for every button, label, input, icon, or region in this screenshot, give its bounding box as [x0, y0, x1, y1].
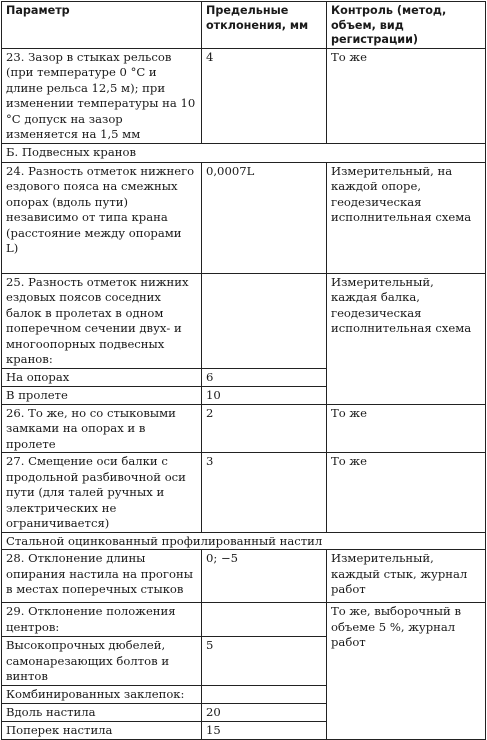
norms-table — [1, 1, 486, 740]
row-26-control: То же — [327, 404, 486, 453]
row-24-control: Измерительный, на каждой опоре, геодезическая исполнительная схема — [327, 162, 486, 273]
row-26-param: 26. То же, но со стыковыми замками на опорах и в пролете — [2, 404, 202, 453]
row-23-value: 4 — [202, 48, 327, 143]
header-control: Контроль (метод, объем, вид регистрации) — [327, 2, 486, 49]
row-29d-param: Поперек настила — [2, 721, 202, 739]
row-24-param: 24. Разность отметок нижнего ездового пояса на смежных опорах (вдоль пути) независимо от типа крана (расстояние между опорами L) — [2, 162, 202, 273]
row-25a-param: На опорах — [2, 368, 202, 386]
row-25-control: Измерительный, каждая балка, геодезическая исполнительная схема — [327, 273, 486, 404]
header-deviation: Предельные отклонения, мм — [202, 2, 327, 49]
row-28-param: 28. Отклонение длины опирания настила на прогоны в местах поперечных стыков — [2, 550, 202, 603]
row-28-control: Измерительный, каждый стык, журнал работ — [327, 550, 486, 603]
table-row — [2, 48, 486, 143]
row-29c-value: 20 — [202, 703, 327, 721]
row-29b-value — [202, 685, 327, 703]
row-29a-value: 5 — [202, 637, 327, 686]
section-steel-deck: Стальной оцинкованный профилированный настил — [2, 532, 486, 550]
row-29-param: 29. Отклонение положения центров: — [2, 603, 202, 637]
table-row — [2, 603, 486, 637]
row-29d-value: 15 — [202, 721, 327, 739]
section-row — [2, 532, 486, 550]
row-28-value: 0; −5 — [202, 550, 327, 603]
row-26-value: 2 — [202, 404, 327, 453]
section-row — [2, 143, 486, 162]
row-29c-param: Вдоль настила — [2, 703, 202, 721]
row-29-value — [202, 603, 327, 637]
row-27-control: То же — [327, 453, 486, 533]
row-24-value: 0,0007L — [202, 162, 327, 273]
row-25-value — [202, 273, 327, 368]
row-27-value: 3 — [202, 453, 327, 533]
row-29b-param: Комбинированных заклепок: — [2, 685, 202, 703]
table-row — [2, 453, 486, 533]
row-29-control: То же, выборочный в объеме 5 %, журнал работ — [327, 603, 486, 740]
row-25-param: 25. Разность отметок нижних ездовых поясов соседних балок в пролетах в одном поперечном сечении двух- и многоопорных подвесных кранов: — [2, 273, 202, 368]
table-row — [2, 162, 486, 273]
row-25b-value: 10 — [202, 386, 327, 404]
section-cranes: Б. Подвесных кранов — [2, 143, 486, 162]
row-25b-param: В пролете — [2, 386, 202, 404]
table-row — [2, 550, 486, 603]
row-29a-param: Высокопрочных дюбелей, самонарезающих болтов и винтов — [2, 637, 202, 686]
row-27-param: 27. Смещение оси балки с продольной разбивочной оси пути (для талей ручных и электрических не ограничивается) — [2, 453, 202, 533]
row-23-param: 23. Зазор в стыках рельсов (при температуре 0 °С и длине рельса 12,5 м); при изменении температуры на 10 °С допуск на зазор изменяется на 1,5 мм — [2, 48, 202, 143]
table-row — [2, 404, 486, 453]
header-param: Параметр — [2, 2, 202, 49]
row-23-control: То же — [327, 48, 486, 143]
header-row — [2, 2, 486, 49]
table-row — [2, 273, 486, 368]
row-25a-value: 6 — [202, 368, 327, 386]
